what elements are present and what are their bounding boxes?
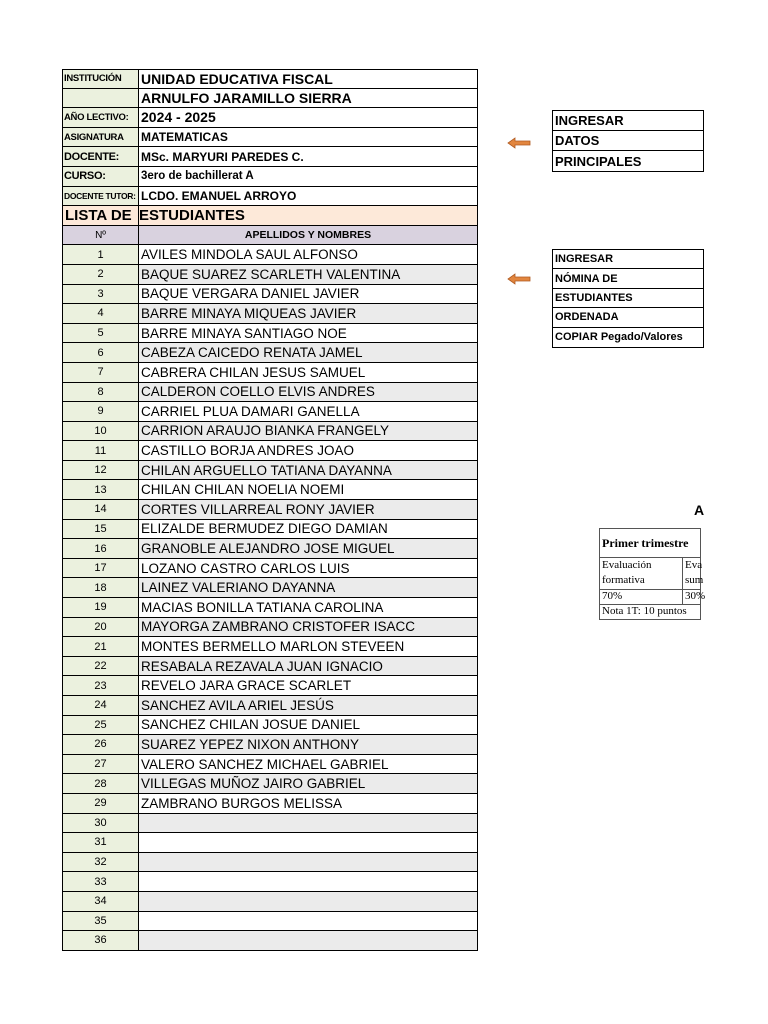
- student-name[interactable]: SANCHEZ AVILA ARIEL JESÚS: [139, 696, 478, 716]
- student-number[interactable]: 12: [62, 461, 139, 481]
- student-number[interactable]: 32: [62, 853, 139, 873]
- table-row: [62, 716, 478, 736]
- curso-label[interactable]: CURSO:: [62, 167, 139, 187]
- note1-line: INGRESAR: [553, 111, 703, 131]
- table-row: [62, 500, 478, 520]
- table-row: [62, 265, 478, 285]
- trimestre-pct2: 30%: [682, 589, 701, 605]
- table-row: [62, 931, 478, 951]
- student-name[interactable]: REVELO JARA GRACE SCARLET: [139, 676, 478, 696]
- student-number[interactable]: 3: [62, 285, 139, 305]
- student-name[interactable]: VALERO SANCHEZ MICHAEL GABRIEL: [139, 755, 478, 775]
- tutor-row: [62, 187, 478, 207]
- note2-line: INGRESAR: [553, 250, 703, 269]
- spreadsheet: [62, 69, 478, 951]
- table-row: [62, 363, 478, 383]
- student-name[interactable]: [139, 814, 478, 834]
- student-number[interactable]: 29: [62, 794, 139, 814]
- asignatura-label[interactable]: ASIGNATURA: [62, 128, 139, 148]
- table-row: [62, 676, 478, 696]
- table-row: [62, 461, 478, 481]
- student-number[interactable]: 28: [62, 774, 139, 794]
- student-number[interactable]: 24: [62, 696, 139, 716]
- col1-line2: formativa: [602, 574, 645, 586]
- table-row: [62, 304, 478, 324]
- trimestre-nota: Nota 1T: 10 puntos: [599, 604, 701, 620]
- table-row: [62, 814, 478, 834]
- student-number[interactable]: 5: [62, 324, 139, 344]
- note1-line: PRINCIPALES: [555, 153, 642, 169]
- student-number[interactable]: 26: [62, 735, 139, 755]
- tutor-value[interactable]: LCDO. EMANUEL ARROYO: [139, 187, 478, 207]
- header-row: [62, 226, 478, 246]
- note-datos-principales: [552, 110, 704, 172]
- student-number[interactable]: 19: [62, 598, 139, 618]
- student-number[interactable]: 34: [62, 892, 139, 912]
- asignatura-row: [62, 128, 478, 148]
- table-row: [62, 559, 478, 579]
- institucion-row: [62, 69, 478, 89]
- student-name[interactable]: BAQUE SUAREZ SCARLETH VALENTINA: [139, 265, 478, 285]
- student-name[interactable]: CABRERA CHILAN JESUS SAMUEL: [139, 363, 478, 383]
- trimestre-col1: [599, 557, 683, 590]
- student-list: [62, 245, 478, 950]
- student-number[interactable]: 4: [62, 304, 139, 324]
- student-number[interactable]: 30: [62, 814, 139, 834]
- student-number[interactable]: 6: [62, 343, 139, 363]
- table-row: [62, 520, 478, 540]
- student-name[interactable]: ZAMBRANO BURGOS MELISSA: [139, 794, 478, 814]
- table-row: [62, 383, 478, 403]
- student-name[interactable]: LOZANO CASTRO CARLOS LUIS: [139, 559, 478, 579]
- anio-label[interactable]: AÑO LECTIVO:: [62, 108, 139, 128]
- student-name[interactable]: VILLEGAS MUÑOZ JAIRO GABRIEL: [139, 774, 478, 794]
- student-number[interactable]: 17: [62, 559, 139, 579]
- student-name[interactable]: [139, 833, 478, 853]
- trimestre-table: [600, 529, 706, 620]
- student-name[interactable]: [139, 853, 478, 873]
- student-number[interactable]: 9: [62, 402, 139, 422]
- table-row: [62, 657, 478, 677]
- table-row: [62, 735, 478, 755]
- table-row: [62, 618, 478, 638]
- student-name[interactable]: [139, 892, 478, 912]
- student-name[interactable]: BARRE MINAYA MIQUEAS JAVIER: [139, 304, 478, 324]
- institucion-value-1[interactable]: UNIDAD EDUCATIVA FISCAL: [139, 70, 478, 89]
- lista-title-2[interactable]: ESTUDIANTES: [139, 206, 478, 226]
- table-row: [62, 422, 478, 442]
- anio-value[interactable]: 2024 - 2025: [139, 108, 478, 128]
- student-number[interactable]: 36: [62, 931, 139, 951]
- student-name[interactable]: CARRION ARAUJO BIANKA FRANGELY: [139, 422, 478, 442]
- table-row: [62, 598, 478, 618]
- student-name[interactable]: CARRIEL PLUA DAMARI GANELLA: [139, 402, 478, 422]
- trimestre-pct1: 70%: [599, 589, 683, 605]
- student-name[interactable]: BARRE MINAYA SANTIAGO NOE: [139, 324, 478, 344]
- table-row: [62, 343, 478, 363]
- table-row: [62, 637, 478, 657]
- student-name[interactable]: GRANOBLE ALEJANDRO JOSE MIGUEL: [139, 539, 478, 559]
- student-number[interactable]: 14: [62, 500, 139, 520]
- student-name[interactable]: CHILAN ARGUELLO TATIANA DAYANNA: [139, 461, 478, 481]
- student-number[interactable]: 10: [62, 422, 139, 442]
- student-number[interactable]: 13: [62, 480, 139, 500]
- header-num[interactable]: Nº: [62, 226, 139, 246]
- note2-line: ORDENADA: [553, 308, 703, 327]
- institucion-label[interactable]: INSTITUCIÓN: [62, 70, 139, 89]
- table-row: [62, 441, 478, 461]
- student-number[interactable]: 15: [62, 520, 139, 540]
- table-row: [62, 912, 478, 932]
- student-number[interactable]: 35: [62, 912, 139, 932]
- student-number[interactable]: 23: [62, 676, 139, 696]
- trimestre-title: Primer trimestre: [599, 528, 701, 558]
- table-row: [62, 853, 478, 873]
- student-number[interactable]: 25: [62, 716, 139, 736]
- curso-value[interactable]: 3ero de bachillerat A: [139, 167, 478, 187]
- student-name[interactable]: CALDERON COELLO ELVIS ANDRES: [139, 383, 478, 403]
- student-number[interactable]: 11: [62, 441, 139, 461]
- student-name[interactable]: CABEZA CAICEDO RENATA JAMEL: [139, 343, 478, 363]
- student-name[interactable]: [139, 872, 478, 892]
- docente-value[interactable]: MSc. MARYURI PAREDES C.: [139, 147, 478, 167]
- student-name[interactable]: SANCHEZ CHILAN JOSUE DANIEL: [139, 716, 478, 736]
- institucion-label-empty[interactable]: [62, 89, 139, 109]
- institucion-value-2[interactable]: ARNULFO JARAMILLO SIERRA: [139, 89, 478, 109]
- note2-line: COPIAR Pegado/Valores: [555, 331, 683, 344]
- student-name[interactable]: AVILES MINDOLA SAUL ALFONSO: [139, 245, 478, 265]
- col1-line1: Evaluación: [602, 559, 652, 571]
- table-row: [62, 696, 478, 716]
- tutor-label[interactable]: DOCENTE TUTOR:: [62, 187, 139, 207]
- table-row: [62, 245, 478, 265]
- trimestre-col2: [682, 557, 704, 590]
- table-row: [62, 402, 478, 422]
- table-row: [62, 892, 478, 912]
- student-name[interactable]: CHILAN CHILAN NOELIA NOEMI: [139, 480, 478, 500]
- table-row: [62, 833, 478, 853]
- left-arrow-icon: [508, 274, 530, 284]
- table-row: [62, 324, 478, 344]
- table-row: [62, 774, 478, 794]
- student-name[interactable]: [139, 912, 478, 932]
- student-number[interactable]: 1: [62, 245, 139, 265]
- student-number[interactable]: 16: [62, 539, 139, 559]
- side-letter: A: [694, 502, 705, 518]
- note-nomina: [552, 249, 704, 348]
- student-name[interactable]: MACIAS BONILLA TATIANA CAROLINA: [139, 598, 478, 618]
- student-name[interactable]: MAYORGA ZAMBRANO CRISTOFER ISACC: [139, 618, 478, 638]
- student-name[interactable]: LAINEZ VALERIANO DAYANNA: [139, 578, 478, 598]
- student-name[interactable]: SUAREZ YEPEZ NIXON ANTHONY: [139, 735, 478, 755]
- student-number[interactable]: 20: [62, 618, 139, 638]
- note2-line: ESTUDIANTES: [553, 289, 703, 308]
- table-row: [62, 480, 478, 500]
- note1-line: DATOS: [553, 131, 703, 151]
- table-row: [62, 794, 478, 814]
- table-row: [62, 285, 478, 305]
- student-number[interactable]: 31: [62, 833, 139, 853]
- student-number[interactable]: 22: [62, 657, 139, 677]
- left-arrow-icon: [508, 138, 530, 148]
- col2-line2: sum: [685, 574, 704, 586]
- student-number[interactable]: 33: [62, 872, 139, 892]
- student-name[interactable]: CORTES VILLARREAL RONY JAVIER: [139, 500, 478, 520]
- student-name[interactable]: RESABALA REZAVALA JUAN IGNACIO: [139, 657, 478, 677]
- table-row: [62, 755, 478, 775]
- note2-line: NÓMINA DE: [553, 269, 703, 288]
- student-number[interactable]: 8: [62, 383, 139, 403]
- docente-label[interactable]: DOCENTE:: [62, 147, 139, 167]
- lista-row: [62, 206, 478, 226]
- student-number[interactable]: 18: [62, 578, 139, 598]
- institucion-row-2: [62, 89, 478, 109]
- anio-row: [62, 108, 478, 128]
- student-number[interactable]: 7: [62, 363, 139, 383]
- docente-row: [62, 147, 478, 167]
- col2-line1: Eva: [685, 559, 703, 571]
- student-name[interactable]: [139, 931, 478, 951]
- student-name[interactable]: MONTES BERMELLO MARLON STEVEEN: [139, 637, 478, 657]
- student-name[interactable]: CASTILLO BORJA ANDRES JOAO: [139, 441, 478, 461]
- lista-title-1[interactable]: LISTA DE: [62, 206, 139, 226]
- student-name[interactable]: BAQUE VERGARA DANIEL JAVIER: [139, 285, 478, 305]
- header-names[interactable]: APELLIDOS Y NOMBRES: [139, 226, 478, 246]
- table-row: [62, 539, 478, 559]
- student-name[interactable]: ELIZALDE BERMUDEZ DIEGO DAMIAN: [139, 520, 478, 540]
- student-number[interactable]: 27: [62, 755, 139, 775]
- table-row: [62, 578, 478, 598]
- table-row: [62, 872, 478, 892]
- student-number[interactable]: 21: [62, 637, 139, 657]
- student-number[interactable]: 2: [62, 265, 139, 285]
- asignatura-value[interactable]: MATEMATICAS: [139, 128, 478, 148]
- curso-row: [62, 167, 478, 187]
